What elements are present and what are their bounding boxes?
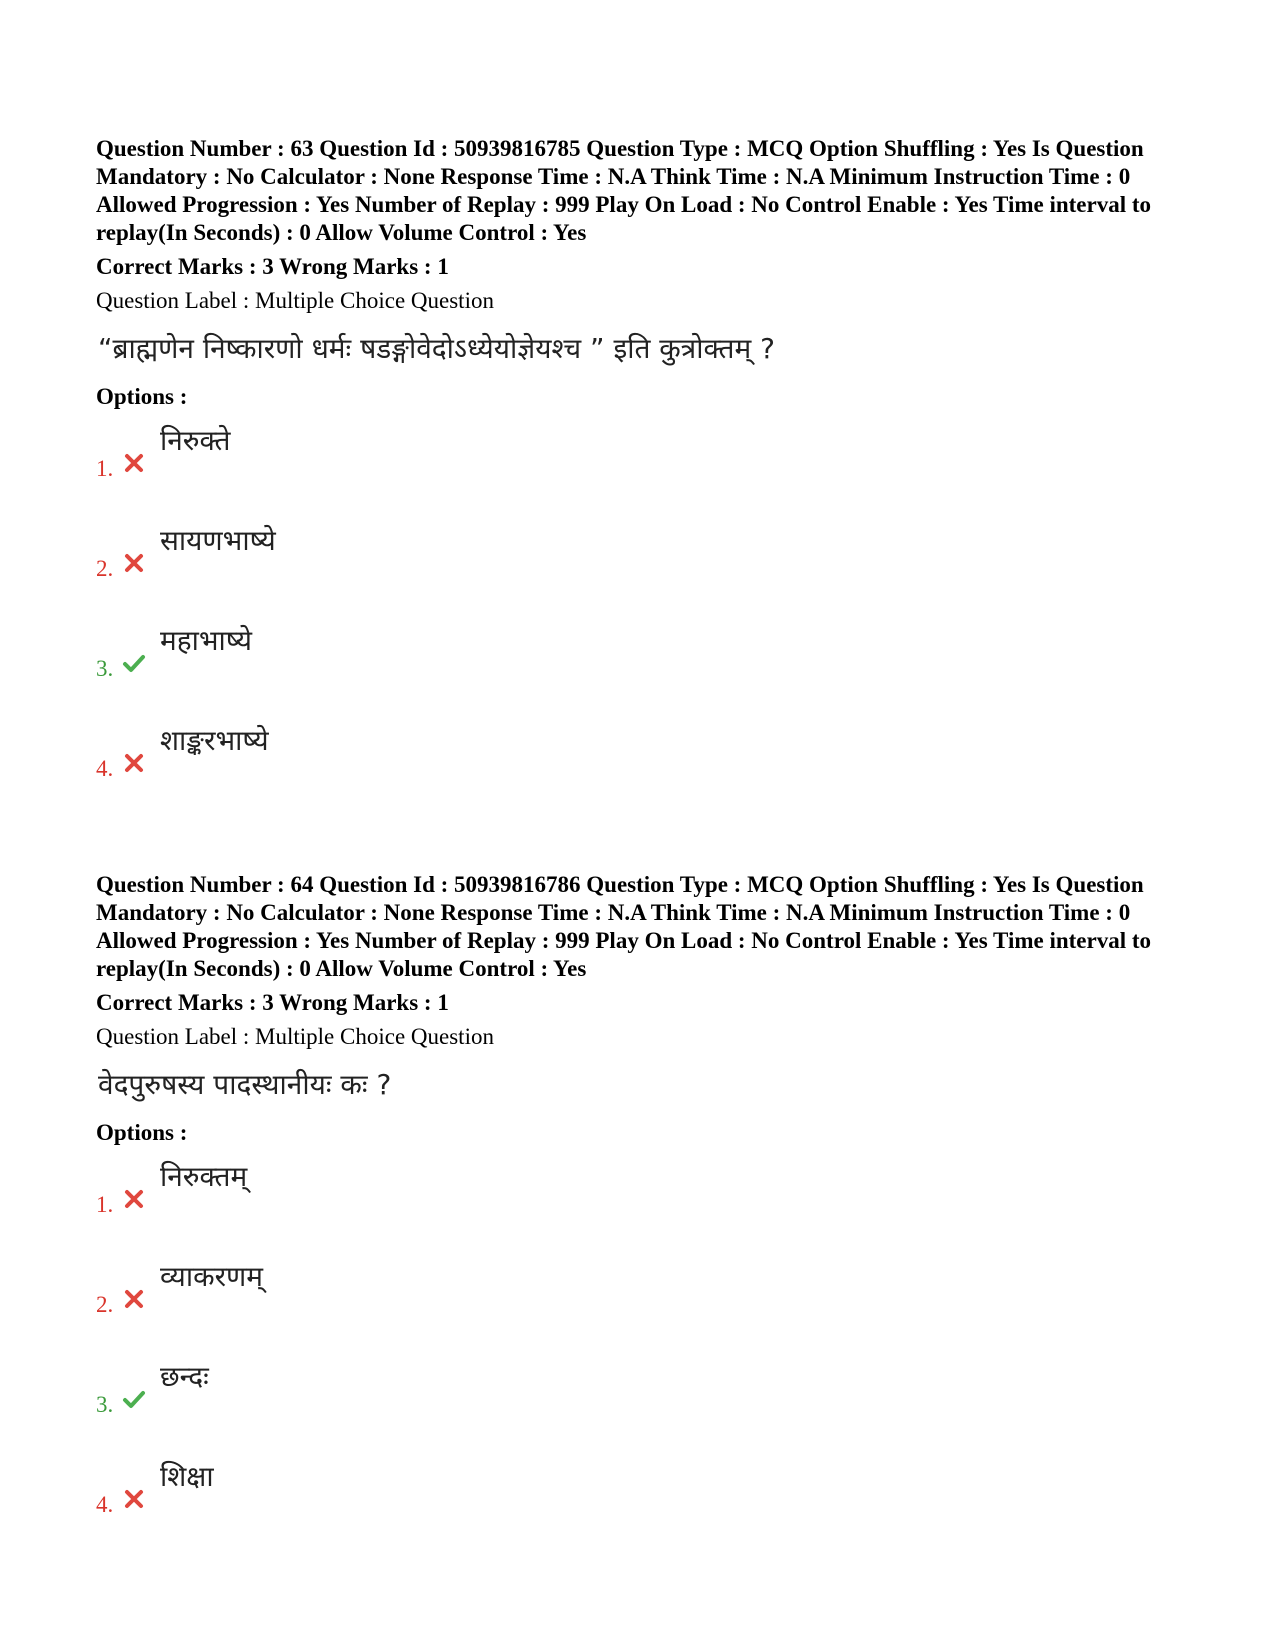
question-meta: Question Number : 64 Question Id : 50939816786 Question Type : MCQ Option Shuffling : Yes Is Question Mandatory : No Calculator : None Response Time : N.A Think Time : N.A Minimum Instruction Time : 0 Allowed Progression : Yes Number of Replay : 999 Play On Load : No Control Enable : Yes Time interval to replay(In Seconds) : 0 Allow Volume Control : Yes [96, 872, 1152, 981]
cross-icon [122, 751, 146, 775]
option-text: निरुक्ते [160, 424, 231, 457]
cross-icon [122, 1487, 146, 1511]
options-heading: Options : [96, 1120, 188, 1145]
options-list [96, 1151, 1206, 1551]
question-label: Question Label : Multiple Choice Question [96, 1024, 494, 1049]
cross-icon [122, 551, 146, 575]
option-number: 4. [96, 1492, 114, 1517]
question-meta: Question Number : 63 Question Id : 50939816785 Question Type : MCQ Option Shuffling : Yes Is Question Mandatory : No Calculator : None Response Time : N.A Think Time : N.A Minimum Instruction Time : 0 Allowed Progression : Yes Number of Replay : 999 Play On Load : No Control Enable : Yes Time interval to replay(In Seconds) : 0 Allow Volume Control : Yes [96, 136, 1152, 245]
option-number: 3. [96, 656, 114, 681]
cross-icon [122, 1287, 146, 1311]
option-number: 2. [96, 1292, 114, 1317]
option-text: छन्दः [160, 1360, 209, 1393]
check-icon [122, 1387, 146, 1411]
question-block-63 [96, 135, 1206, 815]
option-item [96, 515, 1206, 615]
option-text: शिक्षा [160, 1460, 214, 1493]
option-number: 3. [96, 1392, 114, 1417]
options-list [96, 415, 1206, 815]
cross-icon [122, 451, 146, 475]
option-item [96, 1451, 1206, 1551]
question-text: “ब्राह्मणेन निष्कारणो धर्मः षडङ्गोवेदोऽध्येयोज्ञेयश्च ” इति कुत्रोक्तम् ? [98, 332, 775, 365]
option-item [96, 415, 1206, 515]
option-text: शाङ्करभाष्ये [160, 724, 269, 757]
option-text: निरुक्तम् [160, 1160, 248, 1193]
cross-icon [122, 1187, 146, 1211]
option-text: व्याकरणम् [160, 1260, 264, 1293]
option-item [96, 1151, 1206, 1251]
option-item [96, 715, 1206, 815]
question-label: Question Label : Multiple Choice Question [96, 288, 494, 313]
question-marks: Correct Marks : 3 Wrong Marks : 1 [96, 990, 449, 1015]
option-text: सायणभाष्ये [160, 524, 276, 557]
option-number: 1. [96, 1192, 114, 1217]
question-text: वेदपुरुषस्य पादस्थानीयः कः ? [98, 1068, 392, 1101]
option-item [96, 1351, 1206, 1451]
options-heading: Options : [96, 384, 188, 409]
option-number: 2. [96, 556, 114, 581]
option-number: 1. [96, 456, 114, 481]
option-number: 4. [96, 756, 114, 781]
option-item [96, 1251, 1206, 1351]
option-text: महाभाष्ये [160, 624, 252, 657]
option-item [96, 615, 1206, 715]
question-marks: Correct Marks : 3 Wrong Marks : 1 [96, 254, 449, 279]
question-block-64 [96, 871, 1206, 1551]
check-icon [122, 651, 146, 675]
